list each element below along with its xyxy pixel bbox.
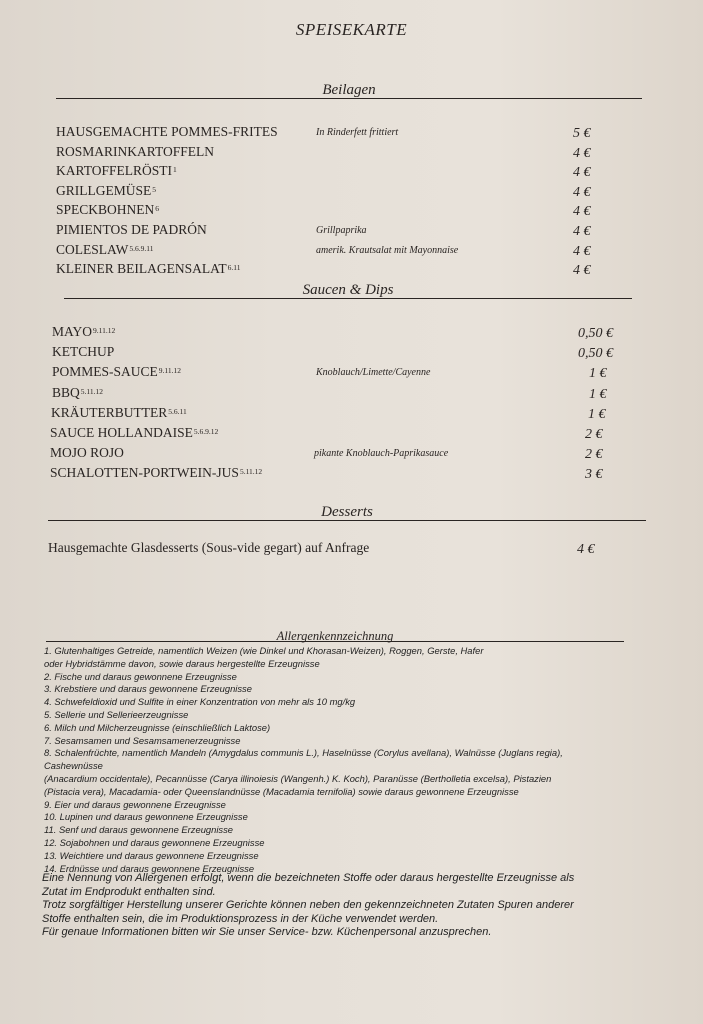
- menu-item: [50, 423, 640, 443]
- allergen-codes: 9.11.12: [158, 366, 182, 376]
- menu-item: [56, 259, 640, 279]
- item-name: ROSMARINKARTOFFELN: [56, 143, 214, 159]
- item-price: 4 €: [573, 263, 591, 279]
- menu-item: [56, 181, 640, 201]
- allergen-line: 5. Sellerie und Sellerieerzeugnisse: [44, 708, 189, 720]
- section-title: Beilagen: [322, 82, 376, 98]
- item-description: amerik. Krautsalat mit Mayonnaise: [316, 244, 459, 256]
- allergen-line: (Pistacia vera), Macadamia- oder Queenslandnüsse (Macadamia ternifolia) sowie daraus gewonnene Erzeugnisse: [44, 785, 519, 797]
- allergen-line: 11. Senf und daraus gewonnene Erzeugnisse: [44, 824, 234, 836]
- dessert-price: 4 €: [577, 542, 595, 557]
- section-heading-desserts: [48, 500, 646, 521]
- allergen-codes: 5.11.12: [239, 467, 263, 477]
- menu-item: [52, 322, 640, 342]
- allergen-title: Allergenkennzeichnung: [276, 629, 394, 643]
- item-price: 2 €: [585, 447, 603, 463]
- allergen-codes: 5: [152, 184, 156, 194]
- item-name: HAUSGEMACHTE POMMES-FRITES: [56, 124, 278, 139]
- item-name: $KRÄUTERBUTTER^{5.6.11}$: [51, 404, 187, 420]
- item-price: 3 €: [585, 467, 603, 483]
- menu-item: [51, 403, 640, 423]
- menu-item: [50, 443, 640, 463]
- note-line: Zutat im Endprodukt enthalten sind.: [42, 885, 216, 898]
- item-price: 4 €: [573, 145, 591, 161]
- menu-item: [56, 220, 640, 240]
- item-name: SAUCE $HOLLANDAISE^{5.6.9.12}$: [50, 425, 219, 440]
- item-name: KARTOFFELRÖSTI$^1$: [56, 163, 177, 179]
- allergen-line: (Anacardium occidentale), Pecannüsse (Carya illinoiesis (Wangenh.) K. Koch), Paranüsse (Bertholletia excelsa), Pistazien: [44, 772, 552, 784]
- item-name: KLEINER $BEILAGENSALAT^{6.11}$: [56, 261, 241, 277]
- note-line: Stoffe enthalten sein, die im Produktionsprozess in der Küche verwendet werden.: [42, 912, 439, 925]
- allergen-codes: 5.6.9.11: [129, 243, 154, 253]
- item-price: 0,50 €: [578, 346, 613, 362]
- allergen-line: 4. Schwefeldioxid und Sulfite in einer Konzentration von mehr als 10 mg/kg: [44, 696, 356, 708]
- item-price: 1 €: [588, 406, 606, 422]
- allergen-codes: 9.11.12: [93, 326, 116, 335]
- allergen-line: 1. Glutenhaltiges Getreide, namentlich Weizen (wie Dinkel und Khorasan-Weizen), Roggen, Gerste, Hafer: [44, 645, 484, 656]
- item-description: Grillpaprika: [316, 225, 367, 236]
- note-line: Eine Nennung von Allergenen erfolgt, wenn die bezeichneten Stoffe oder daraus hergestellte Erzeugnisse als: [42, 872, 575, 884]
- menu-item: [56, 240, 640, 260]
- item-price: 0,50 €: [578, 326, 613, 341]
- note-line: Trotz sorgfältiger Herstellung unserer Gerichte können neben den gekennzeichneten Zutaten Spuren anderer: [42, 899, 574, 912]
- item-name: PIMIENTOS DE PADRÓN: [56, 222, 207, 237]
- item-price: 1 €: [589, 366, 607, 382]
- item-name: SPECKBOHNEN$^6$: [56, 202, 160, 218]
- allergen-line: 9. Eier und daraus gewonnene Erzeugnisse: [44, 798, 226, 810]
- item-price: 5 €: [573, 126, 591, 141]
- menu-item: [56, 122, 640, 142]
- item-name: POMMES-$SAUCE^{9.11.12}$: [52, 364, 182, 380]
- menu-item: [52, 362, 640, 382]
- menu-item: [52, 342, 640, 362]
- section-title: Desserts: [321, 504, 373, 520]
- allergen-line: 7. Sesamsamen und Sesamsamenerzeugnisse: [44, 734, 241, 746]
- item-name: MOJO ROJO: [50, 445, 124, 461]
- item-price: 2 €: [585, 427, 603, 442]
- allergen-codes: 6.11: [227, 263, 241, 273]
- allergen-line: 2. Fische und daraus gewonnene Erzeugnisse: [44, 670, 237, 682]
- item-name: SCHALOTTEN-$PORTWEIN-JUS^{5.11.12}$: [50, 465, 263, 481]
- item-price: 4 €: [573, 165, 591, 181]
- item-price: 4 €: [573, 224, 591, 239]
- section-heading-saucen: [64, 278, 632, 299]
- item-name: $BBQ^{5.11.12}$: [52, 384, 103, 400]
- allergen-line: 12. Sojabohnen und daraus gewonnene Erzeugnisse: [44, 836, 265, 848]
- allergen-line: oder Hybridstämme davon, sowie daraus hergestellte Erzeugnisse: [44, 657, 320, 669]
- menu-item: [56, 142, 640, 162]
- item-name: $COLESLAW^{5.6.9.11}$: [56, 241, 154, 257]
- allergen-codes: 5.6.11: [168, 406, 187, 416]
- allergen-line: Cashewnüsse: [44, 760, 103, 772]
- note-line: Für genaue Informationen bitten wir Sie unser Service- bzw. Küchenpersonal anzusprechen.: [42, 926, 492, 939]
- dessert-item: Hausgemachte Glasdesserts (Sous-vide gegart) auf Anfrage: [48, 540, 370, 555]
- item-price: 4 €: [573, 243, 591, 259]
- item-description: Knoblauch/Limette/Cayenne: [316, 367, 431, 379]
- item-price: 1 €: [589, 386, 607, 402]
- allergen-notes: [42, 872, 642, 940]
- allergen-line: 10. Lupinen und daraus gewonnene Erzeugnisse: [44, 811, 248, 823]
- section-heading-beilagen: [56, 78, 642, 99]
- allergen-codes: 5.11.12: [80, 386, 103, 396]
- allergen-line: 8. Schalenfrüchte, namentlich Mandeln (Amygdalus communis L.), Haselnüsse (Corylus avellana), Walnüsse (Juglans regia),: [44, 747, 563, 759]
- menu-item: [50, 463, 640, 483]
- menu-item: [56, 161, 640, 181]
- item-description: In Rinderfett frittiert: [316, 127, 399, 138]
- allergen-codes: 1: [172, 165, 177, 175]
- menu-item: [56, 200, 640, 220]
- item-price: 4 €: [573, 204, 591, 220]
- item-name: KETCHUP: [52, 344, 115, 360]
- allergen-list: [44, 645, 644, 875]
- allergen-line: 6. Milch und Milcherzeugnisse (einschließlich Laktose): [44, 721, 271, 733]
- item-name: $MAYO^{9.11.12}$: [52, 324, 116, 339]
- allergen-line: 13. Weichtiere und daraus gewonnene Erzeugnisse: [44, 849, 259, 861]
- menu-item: [52, 383, 640, 403]
- allergen-codes: 5.6.9.12: [193, 427, 219, 436]
- section-title: Saucen & Dips: [302, 282, 394, 298]
- allergen-heading: [46, 624, 624, 642]
- item-name: GRILLGEMÜSE$^5$: [56, 182, 156, 198]
- allergen-line: 3. Krebstiere und daraus gewonnene Erzeugnisse: [44, 683, 252, 695]
- page-title: SPEISEKARTE: [295, 20, 408, 39]
- allergen-line: 14. Erdnüsse und daraus gewonnene Erzeugnisse: [44, 862, 255, 874]
- item-description: pikante Knoblauch-Paprikasauce: [314, 448, 449, 460]
- item-price: 4 €: [573, 184, 591, 200]
- allergen-codes: 6: [155, 204, 160, 214]
